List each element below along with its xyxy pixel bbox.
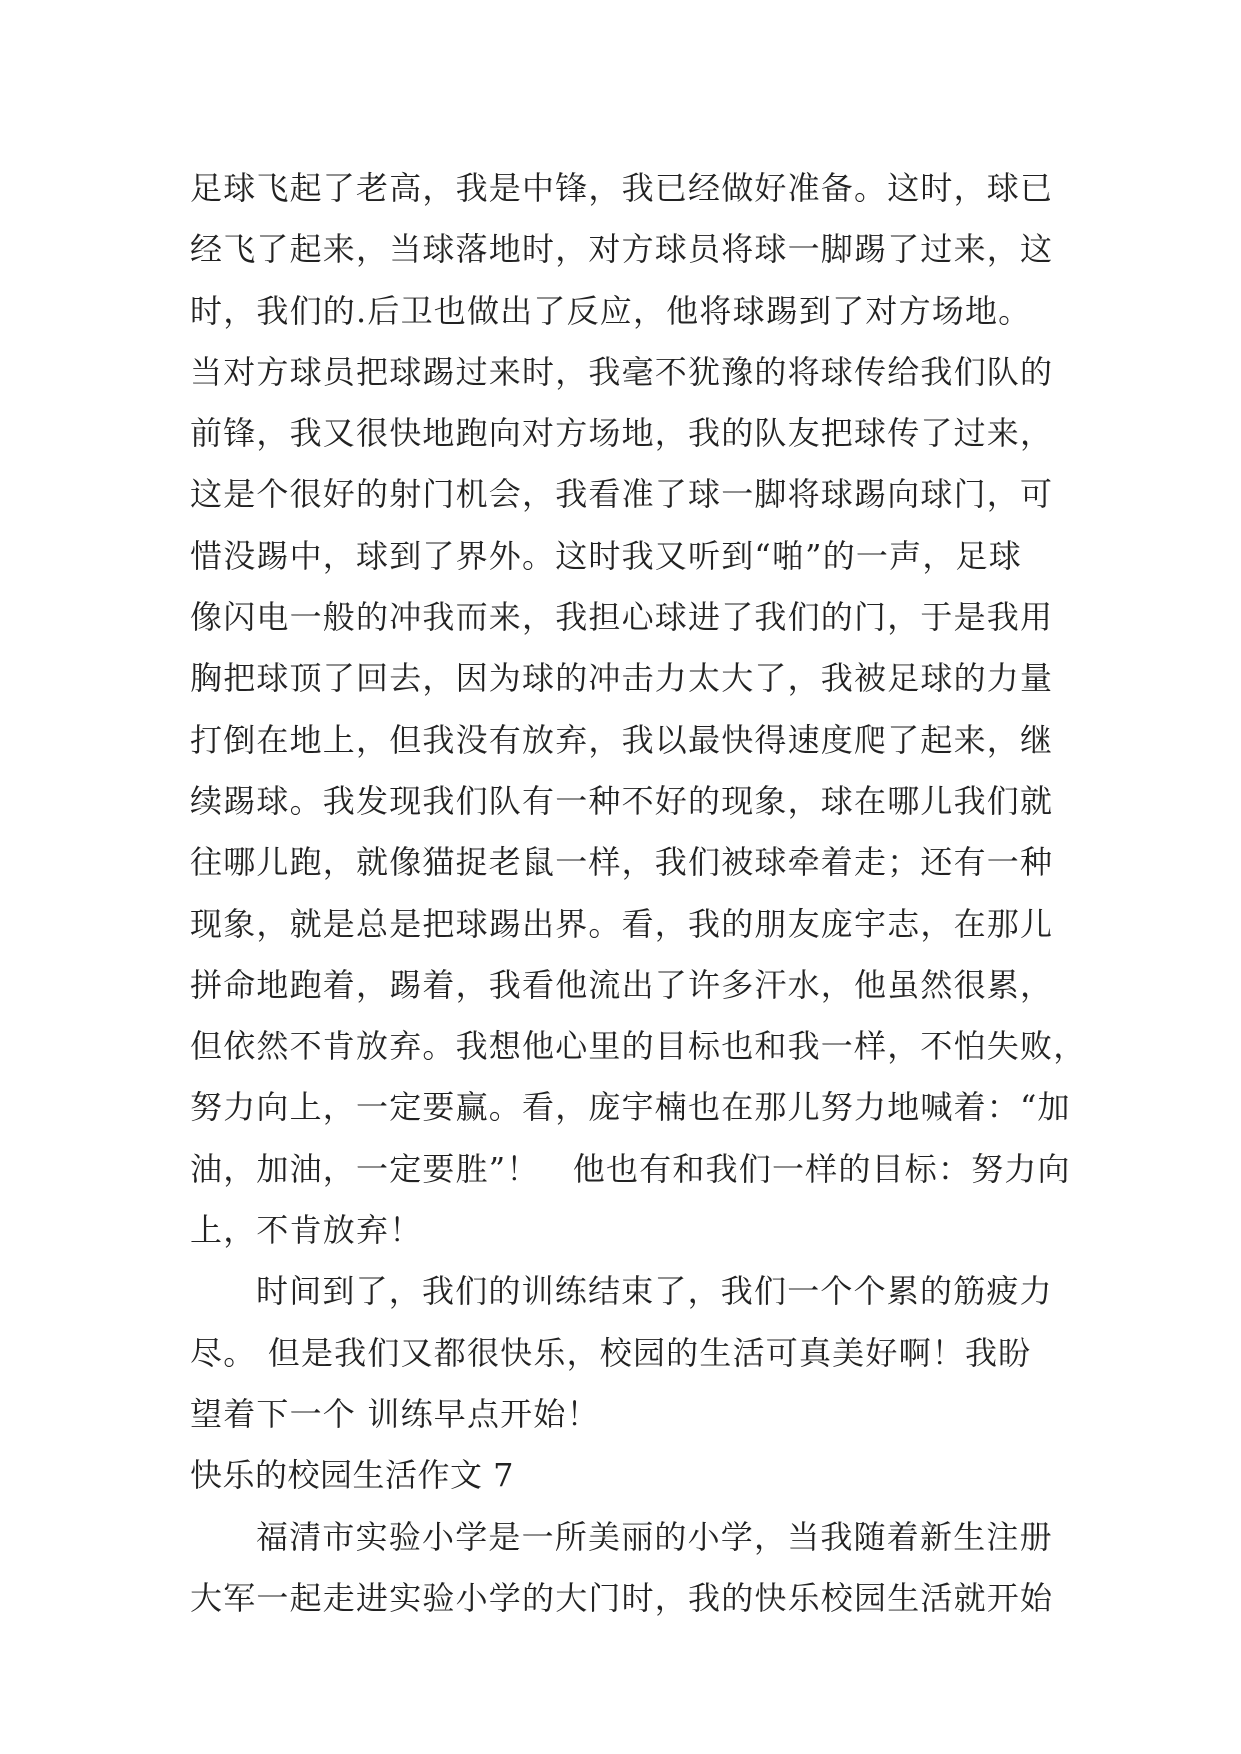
paragraph-line: 前锋，我又很快地跑向对方场地，我的队友把球传了过来， bbox=[190, 414, 1054, 453]
paragraph-line: 时，我们的.后卫也做出了反应，他将球踢到了对方场地。 bbox=[190, 291, 1032, 330]
paragraph-line: 足球飞起了老高，我是中锋，我已经做好准备。这时，球已 bbox=[190, 169, 1054, 207]
paragraph-line: 尽。 但是我们又都很快乐，校园的生活可真美好啊！我盼 bbox=[190, 1333, 1032, 1372]
paragraph-line: 大军一起走进实验小学的大门时，我的快乐校园生活就开始 bbox=[190, 1578, 1054, 1617]
paragraph-line: 胸把球顶了回去，因为球的冲击力太大了，我被足球的力量 bbox=[190, 659, 1054, 698]
paragraph-line: 像闪电一般的冲我而来，我担心球进了我们的门，于是我用 bbox=[190, 598, 1054, 637]
paragraph-line: 现象，就是总是把球踢出界。看，我的朋友庞宇志，在那儿 bbox=[190, 904, 1054, 943]
paragraph-line: 打倒在地上，但我没有放弃，我以最快得速度爬了起来，继 bbox=[190, 720, 1054, 759]
paragraph-line: 但依然不肯放弃。我想他心里的目标也和我一样，不怕失败， bbox=[190, 1027, 1087, 1066]
paragraph-line: 惜没踢中，球到了界外。这时我又听到“啪”的一声，足球 bbox=[190, 536, 1022, 575]
paragraph-line: 望着下一个 训练早点开始！ bbox=[190, 1394, 600, 1433]
paragraph-line: 这是个很好的射门机会，我看准了球一脚将球踢向球门，可 bbox=[190, 475, 1054, 514]
section-heading: 快乐的校园生活作文 7 bbox=[190, 1456, 515, 1495]
paragraph-line: 当对方球员把球踢过来时，我毫不犹豫的将球传给我们队的 bbox=[190, 352, 1054, 391]
paragraph-line: 上，不肯放弃！ bbox=[190, 1211, 423, 1250]
paragraph-line: 时间到了，我们的训练结束了，我们一个个累的筋疲力 bbox=[256, 1272, 1053, 1311]
document-body bbox=[190, 158, 1087, 1629]
paragraph-line: 努力向上，一定要赢。看，庞宇楠也在那儿努力地喊着：“加 bbox=[190, 1088, 1071, 1127]
paragraph-line: 油，加油，一定要胜”！ 他也有和我们一样的目标：努力向 bbox=[190, 1149, 1071, 1188]
paragraph-line: 往哪儿跑，就像猫捉老鼠一样，我们被球牵着走；还有一种 bbox=[190, 843, 1054, 882]
paragraph-line: 福清市实验小学是一所美丽的小学，当我随着新生注册 bbox=[256, 1517, 1053, 1556]
paragraph-line: 续踢球。我发现我们队有一种不好的现象，球在哪儿我们就 bbox=[190, 781, 1054, 820]
paragraph-line: 拼命地跑着，踢着，我看他流出了许多汗水，他虽然很累， bbox=[190, 965, 1054, 1004]
paragraph-line: 经飞了起来，当球落地时，对方球员将球一脚踢了过来，这 bbox=[190, 230, 1054, 269]
